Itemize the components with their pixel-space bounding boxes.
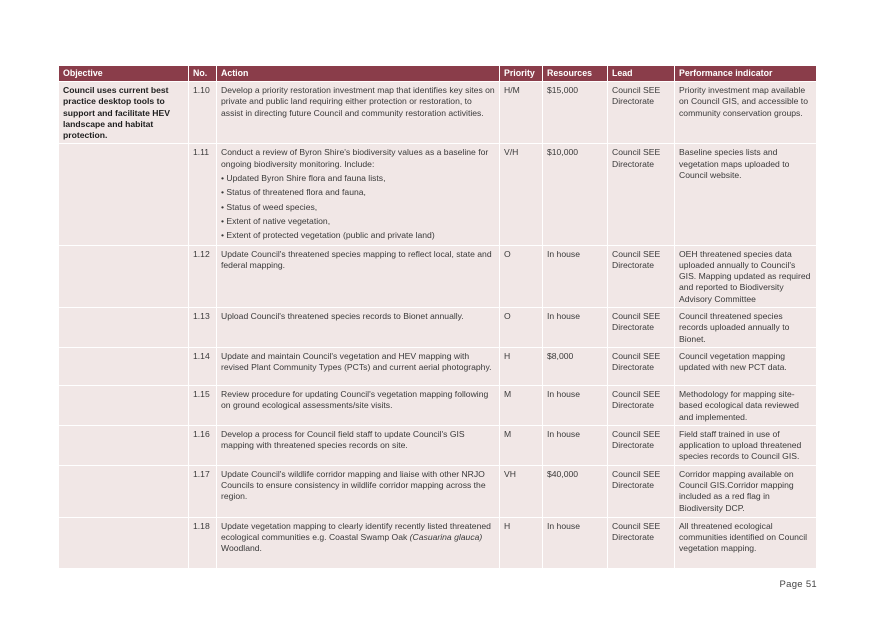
row-action: Update and maintain Council's vegetation and HEV mapping with revised Plant Community Types (PCTs) and current aerial photography. bbox=[216, 347, 499, 385]
header-lead: Lead bbox=[607, 66, 674, 81]
row-indicator: All threatened ecological communities identified on Council vegetation mapping. bbox=[674, 517, 816, 568]
action-bullet: • Status of threatened flora and fauna, bbox=[221, 185, 495, 199]
table-row bbox=[59, 81, 816, 143]
row-priority: V/H bbox=[499, 143, 542, 244]
row-lead: Council SEE Directorate bbox=[607, 81, 674, 143]
action-bullet: • Updated Byron Shire flora and fauna lists, bbox=[221, 171, 495, 185]
row-lead: Council SEE Directorate bbox=[607, 307, 674, 347]
row-number: 1.14 bbox=[188, 347, 216, 385]
row-action: Upload Council's threatened species records to Bionet annually. bbox=[216, 307, 499, 347]
row-lead: Council SEE Directorate bbox=[607, 425, 674, 465]
row-priority: H bbox=[499, 517, 542, 568]
table-row bbox=[59, 385, 816, 425]
row-priority: M bbox=[499, 425, 542, 465]
table-row bbox=[59, 245, 816, 307]
row-priority: M bbox=[499, 385, 542, 425]
header-performance-indicator: Performance indicator bbox=[674, 66, 816, 81]
row-action-text-end: Woodland. bbox=[221, 543, 262, 554]
row-priority: H bbox=[499, 347, 542, 385]
row-indicator: Field staff trained in use of application to upload threatened species records to Council GIS. bbox=[674, 425, 816, 465]
objective-cell-empty bbox=[59, 425, 188, 465]
table-row bbox=[59, 307, 816, 347]
row-priority: O bbox=[499, 245, 542, 307]
row-action-intro: Conduct a review of Byron Shire's biodiversity values as a baseline for ongoing biodiversity monitoring. Include: bbox=[221, 147, 489, 169]
row-resources: In house bbox=[542, 425, 607, 465]
row-indicator: Council vegetation mapping updated with new PCT data. bbox=[674, 347, 816, 385]
row-number: 1.16 bbox=[188, 425, 216, 465]
objective-cell-empty bbox=[59, 307, 188, 347]
table-row bbox=[59, 347, 816, 385]
row-priority: H/M bbox=[499, 81, 542, 143]
header-action: Action bbox=[216, 66, 499, 81]
row-number: 1.11 bbox=[188, 143, 216, 244]
row-number: 1.18 bbox=[188, 517, 216, 568]
header-resources: Resources bbox=[542, 66, 607, 81]
row-resources: $15,000 bbox=[542, 81, 607, 143]
table-row bbox=[59, 425, 816, 465]
table-row bbox=[59, 465, 816, 517]
action-bullet: • Extent of protected vegetation (public and private land) bbox=[221, 228, 495, 242]
action-plan-table bbox=[59, 66, 816, 568]
row-priority: VH bbox=[499, 465, 542, 517]
action-bullet: • Extent of native vegetation, bbox=[221, 214, 495, 228]
row-action-species-name: (Casuarina glauca) bbox=[409, 532, 483, 543]
table-header-row bbox=[59, 66, 816, 81]
row-action bbox=[216, 143, 499, 244]
row-indicator: Council threatened species records uploaded annually to Bionet. bbox=[674, 307, 816, 347]
row-resources: In house bbox=[542, 245, 607, 307]
row-lead: Council SEE Directorate bbox=[607, 385, 674, 425]
row-resources: In house bbox=[542, 517, 607, 568]
row-lead: Council SEE Directorate bbox=[607, 465, 674, 517]
row-priority: O bbox=[499, 307, 542, 347]
row-indicator: Priority investment map available on Council GIS, and accessible to community conservation groups. bbox=[674, 81, 816, 143]
row-resources: $40,000 bbox=[542, 465, 607, 517]
page-number: Page 51 bbox=[779, 579, 817, 590]
row-action bbox=[216, 517, 499, 568]
objective-cell-empty bbox=[59, 517, 188, 568]
row-number: 1.17 bbox=[188, 465, 216, 517]
row-number: 1.15 bbox=[188, 385, 216, 425]
objective-cell: Council uses current best practice desktop tools to support and facilitate HEV landscape and habitat protection. bbox=[59, 81, 188, 143]
objective-cell-empty bbox=[59, 347, 188, 385]
row-action: Develop a priority restoration investment map that identifies key sites on private and public land requiring either protection or restoration, to assist in directing future Council and community restoration activities. bbox=[216, 81, 499, 143]
header-no: No. bbox=[188, 66, 216, 81]
row-action-text: Update vegetation mapping to clearly identify recently listed threatened ecological communities e.g. Coastal Swamp Oak bbox=[221, 520, 491, 543]
row-number: 1.12 bbox=[188, 245, 216, 307]
header-objective: Objective bbox=[59, 66, 188, 81]
row-action: Review procedure for updating Council's vegetation mapping following on ground ecological assessments/site visits. bbox=[216, 385, 499, 425]
row-indicator: Methodology for mapping site-based ecological data reviewed and implemented. bbox=[674, 385, 816, 425]
row-indicator: Corridor mapping available on Council GIS.Corridor mapping included as a red flag in Biodiversity DCP. bbox=[674, 465, 816, 517]
table-row bbox=[59, 143, 816, 244]
row-action: Update Council's wildlife corridor mapping and liaise with other NRJO Councils to ensure consistency in wildlife corridor mapping across the region. bbox=[216, 465, 499, 517]
objective-cell-empty bbox=[59, 465, 188, 517]
header-priority: Priority bbox=[499, 66, 542, 81]
row-action: Develop a process for Council field staff to update Council's GIS mapping with threatened species records on site. bbox=[216, 425, 499, 465]
row-lead: Council SEE Directorate bbox=[607, 347, 674, 385]
row-resources: In house bbox=[542, 307, 607, 347]
row-lead: Council SEE Directorate bbox=[607, 517, 674, 568]
action-bullet-list bbox=[221, 171, 495, 242]
row-resources: $10,000 bbox=[542, 143, 607, 244]
row-lead: Council SEE Directorate bbox=[607, 143, 674, 244]
row-indicator: Baseline species lists and vegetation maps uploaded to Council website. bbox=[674, 143, 816, 244]
objective-cell-empty bbox=[59, 385, 188, 425]
row-resources: In house bbox=[542, 385, 607, 425]
row-number: 1.10 bbox=[188, 81, 216, 143]
table-row bbox=[59, 517, 816, 568]
objective-cell-empty bbox=[59, 245, 188, 307]
row-resources: $8,000 bbox=[542, 347, 607, 385]
objective-cell-empty bbox=[59, 143, 188, 244]
row-number: 1.13 bbox=[188, 307, 216, 347]
row-lead: Council SEE Directorate bbox=[607, 245, 674, 307]
row-action: Update Council's threatened species mapping to reflect local, state and federal mapping. bbox=[216, 245, 499, 307]
row-indicator: OEH threatened species data uploaded annually to Council's GIS. Mapping updated as required and reported to Biodiversity Advisory Committee bbox=[674, 245, 816, 307]
action-bullet: • Status of weed species, bbox=[221, 200, 495, 214]
